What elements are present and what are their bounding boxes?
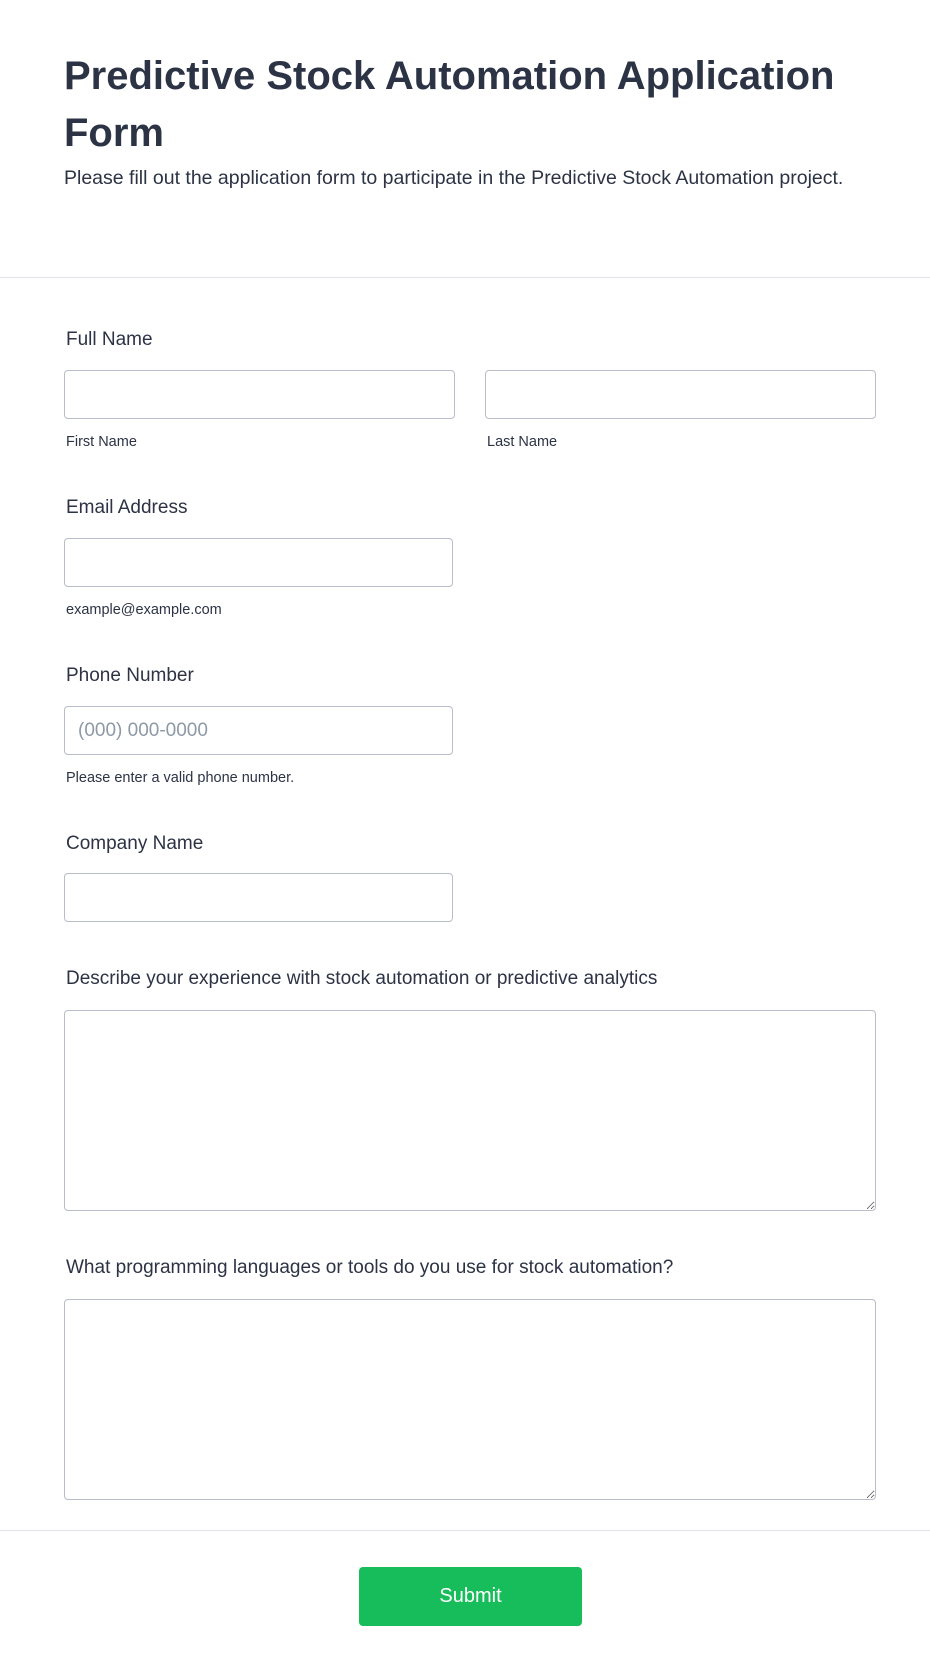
form-title: Predictive Stock Automation Application Form <box>64 54 835 155</box>
first-name-sublabel: First Name <box>66 434 137 450</box>
full-name-label: Full Name <box>66 329 153 350</box>
tools-textarea[interactable] <box>64 1299 876 1500</box>
footer-divider <box>0 1530 930 1531</box>
first-name-input[interactable] <box>64 370 455 419</box>
email-label: Email Address <box>66 497 188 518</box>
phone-sublabel: Please enter a valid phone number. <box>66 770 295 786</box>
phone-input[interactable] <box>64 706 453 755</box>
experience-textarea[interactable] <box>64 1010 876 1211</box>
experience-label: Describe your experience with stock automation or predictive analytics <box>66 968 658 989</box>
email-sublabel: example@example.com <box>66 602 222 618</box>
last-name-input[interactable] <box>485 370 876 419</box>
header-divider <box>0 277 930 278</box>
tools-label: What programming languages or tools do you use for stock automation? <box>66 1257 674 1278</box>
form-description: Please fill out the application form to participate in the Predictive Stock Automation project. <box>64 167 844 189</box>
company-input[interactable] <box>64 873 453 922</box>
phone-label: Phone Number <box>66 665 194 686</box>
company-label: Company Name <box>66 833 204 854</box>
email-input[interactable] <box>64 538 453 587</box>
submit-button[interactable]: Submit <box>359 1567 582 1626</box>
last-name-sublabel: Last Name <box>487 434 558 450</box>
